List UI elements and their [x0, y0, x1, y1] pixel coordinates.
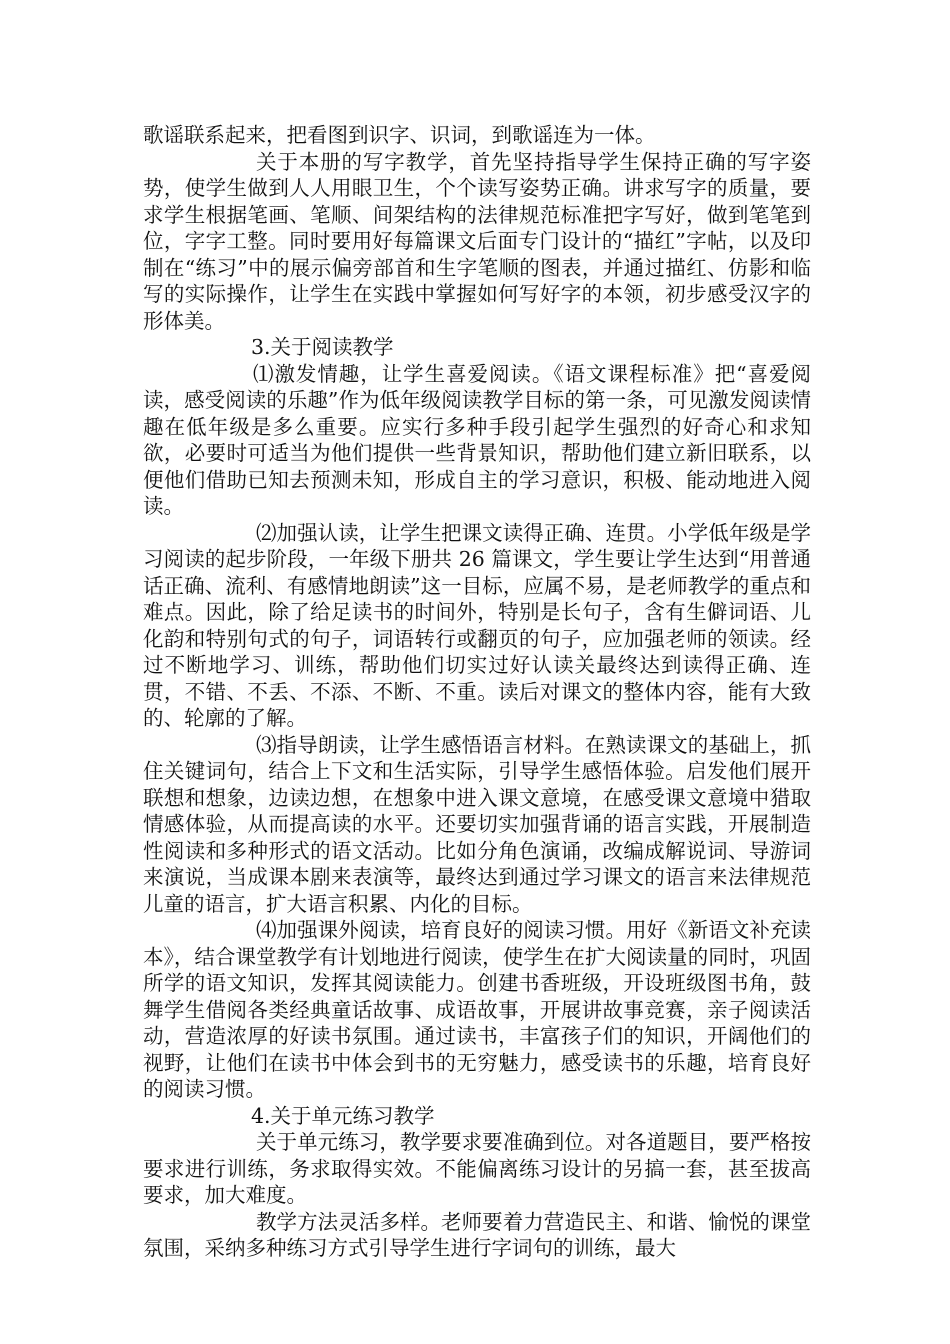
- document-body: [143, 122, 811, 1262]
- section-heading-unit-exercises: 4.关于单元练习教学: [251, 1103, 435, 1128]
- paragraph-unit-exercises: 关于单元练习，教学要求要准确到位。对各道题目，要严格按要求进行训练，务求取得实效。不能偏离练习设计的另搞一套，甚至拔高要求，加大难度。: [143, 1130, 811, 1207]
- paragraph-reading-interest: ⑴激发情趣，让学生喜爱阅读。《语文课程标准》把“喜爱阅读，感受阅读的乐趣”作为低年级阅读教学目标的第一条，可见激发阅读情趣在低年级是多么重要。应实行多种手段引起学生强烈的好奇心和求知欲，必要时可适当为他们提供一些背景知识，帮助他们建立新旧联系，以便他们借助已知去预测未知，形成自主的学习意识，积极、能动地进入阅读。: [143, 361, 811, 518]
- paragraph-writing-teaching: 关于本册的写字教学，首先坚持指导学生保持正确的写字姿势，使学生做到人人用眼卫生，个个读写姿势正确。讲求写字的质量，要求学生根据笔画、笔顺、间架结构的法律规范标准把字写好，做到笔笔到位，字字工整。同时要用好每篇课文后面专门设计的“描红”字帖，以及印制在“练习”中的展示偏旁部首和生字笔顺的图表，并通过描红、仿影和临写的实际操作，让学生在实践中掌握如何写好字的本领，初步感受汉字的形体美。: [143, 149, 811, 333]
- paragraph-continuation: 歌谣联系起来，把看图到识字、识词，到歌谣连为一体。: [143, 123, 656, 147]
- paragraph-extracurricular-reading: ⑷加强课外阅读，培育良好的阅读习惯。用好《新语文补充读本》，结合课堂教学有计划地进行阅读，使学生在扩大阅读量的同时，巩固所学的语文知识，发挥其阅读能力。创建书香班级，开设班级图书角，鼓舞学生借阅各类经典童话故事、成语故事，开展讲故事竞赛，亲子阅读活动，营造浓厚的好读书氛围。通过读书，丰富孩子们的知识，开阔他们的视野，让他们在读书中体会到书的无穷魅力，感受读书的乐趣，培育良好的阅读习惯。: [143, 918, 811, 1101]
- paragraph-reading-accuracy: ⑵加强认读，让学生把课文读得正确、连贯。小学低年级是学习阅读的起步阶段，一年级下册共 26 篇课文，学生要让学生达到“用普通话正确、流利、有感情地朗读”这一目标，应属不易，是老师教学的重点和难点。因此，除了给足读书的时间外，特别是长句子，含有生僻词语、儿化韵和特别句式的句子，词语转行或翻页的句子，应加强老师的领读。经过不断地学习、训练，帮助他们切实过好认读关最终达到读得正确、连贯，不错、不丢、不添、不断、不重。读后对课文的整体内容，能有大致的、轮廓的了解。: [143, 520, 811, 730]
- section-heading-reading: 3.关于阅读教学: [251, 335, 394, 359]
- paragraph-teaching-methods: 教学方法灵活多样。老师要着力营造民主、和谐、愉悦的课堂氛围，采纳多种练习方式引导学生进行字词句的训练，最大: [143, 1209, 811, 1260]
- paragraph-reading-aloud: ⑶指导朗读，让学生感悟语言材料。在熟读课文的基础上，抓住关键词句，结合上下文和生活实际，引导学生感悟体验。启发他们展开联想和想象，边读边想，在想象中进入课文意境，在感受课文意境中猎取情感体验，从而提高读的水平。还要切实加强背诵的语言实践，开展制造性阅读和多种形式的语文活动。比如分角色演诵，改编成解说词、导游词来演说，当成课本剧来表演等，最终达到通过学习课文的语言来法律规范儿童的语言，扩大语言积累、内化的目标。: [143, 732, 811, 916]
